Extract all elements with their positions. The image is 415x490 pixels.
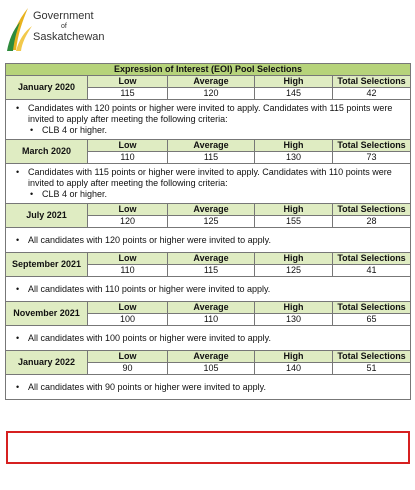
value-cell-low: 90 (88, 363, 168, 375)
value-cell-average: 115 (168, 152, 255, 164)
org-line3: Saskatchewan (33, 31, 105, 43)
table-title: Expression of Interest (EOI) Pool Selections (6, 64, 411, 76)
value-cell-average: 115 (168, 265, 255, 277)
note-text: All candidates with 90 points or higher were invited to apply. (28, 381, 266, 392)
note-row (6, 228, 411, 253)
value-cell-high: 130 (255, 152, 333, 164)
value-cell-total: 65 (333, 314, 411, 326)
value-cell-average: 110 (168, 314, 255, 326)
column-header: Low (88, 351, 168, 363)
value-cell-average: 105 (168, 363, 255, 375)
government-logo (6, 4, 116, 54)
column-header: Average (168, 302, 255, 314)
wheat-icon (6, 4, 34, 54)
column-header: Average (168, 204, 255, 216)
column-header: Total Selections (333, 302, 411, 314)
period-label: July 2021 (6, 204, 88, 228)
column-header: Low (88, 302, 168, 314)
value-cell-low: 110 (88, 265, 168, 277)
header-row (6, 204, 411, 216)
value-cell-total: 51 (333, 363, 411, 375)
value-cell-high: 130 (255, 314, 333, 326)
highlight-box (6, 431, 410, 464)
column-header: Low (88, 204, 168, 216)
value-cell-total: 73 (333, 152, 411, 164)
note-cell (6, 375, 411, 400)
note-cell (6, 277, 411, 302)
period-label: September 2021 (6, 253, 88, 277)
column-header: High (255, 351, 333, 363)
note-cell (6, 100, 411, 140)
table-title-row (6, 64, 411, 76)
column-header: Total Selections (333, 76, 411, 88)
value-cell-total: 42 (333, 88, 411, 100)
note-row (6, 164, 411, 204)
note-row (6, 326, 411, 351)
note-subitem-text: CLB 4 or higher. (42, 125, 108, 135)
bullet-icon: • (16, 103, 20, 113)
header-row (6, 140, 411, 152)
bullet-icon: • (16, 234, 20, 245)
period-label: November 2021 (6, 302, 88, 326)
org-line1: Government (33, 10, 94, 22)
value-cell-high: 155 (255, 216, 333, 228)
value-cell-average: 125 (168, 216, 255, 228)
value-cell-high: 125 (255, 265, 333, 277)
header-row (6, 351, 411, 363)
eoi-table (5, 63, 411, 400)
note-subitem (28, 125, 404, 136)
note-text: Candidates with 115 points or higher were invited to apply. Candidates with 110 points were invited to apply after meeting the following criteria: (28, 167, 392, 188)
note-subitem-text: CLB 4 or higher. (42, 189, 108, 199)
value-cell-low: 110 (88, 152, 168, 164)
column-header: High (255, 253, 333, 265)
table-body (6, 76, 411, 400)
period-label: January 2022 (6, 351, 88, 375)
org-line2: of (61, 23, 67, 30)
note-cell (6, 326, 411, 351)
bullet-icon: • (16, 381, 20, 392)
column-header: Low (88, 140, 168, 152)
note-text: All candidates with 120 points or higher were invited to apply. (28, 234, 271, 245)
note-cell (6, 164, 411, 204)
header-row (6, 253, 411, 265)
column-header: Low (88, 76, 168, 88)
column-header: Average (168, 140, 255, 152)
column-header: High (255, 140, 333, 152)
value-cell-low: 120 (88, 216, 168, 228)
value-cell-low: 100 (88, 314, 168, 326)
note-subitem (28, 189, 404, 200)
bullet-icon: • (16, 167, 20, 177)
bullet-icon: • (30, 189, 34, 199)
note-row (6, 100, 411, 140)
column-header: Total Selections (333, 253, 411, 265)
value-cell-total: 41 (333, 265, 411, 277)
note-row (6, 375, 411, 400)
note-text: All candidates with 110 points or higher were invited to apply. (28, 283, 271, 294)
column-header: Low (88, 253, 168, 265)
column-header: Total Selections (333, 204, 411, 216)
column-header: Total Selections (333, 351, 411, 363)
header-row (6, 76, 411, 88)
bullet-icon: • (30, 125, 34, 135)
value-cell-total: 28 (333, 216, 411, 228)
column-header: Average (168, 76, 255, 88)
note-cell (6, 228, 411, 253)
column-header: Average (168, 351, 255, 363)
note-row (6, 277, 411, 302)
period-label: January 2020 (6, 76, 88, 100)
value-cell-high: 145 (255, 88, 333, 100)
bullet-icon: • (16, 283, 20, 294)
column-header: Total Selections (333, 140, 411, 152)
value-cell-high: 140 (255, 363, 333, 375)
note-text: All candidates with 100 points or higher were invited to apply. (28, 332, 271, 343)
column-header: High (255, 76, 333, 88)
header-row (6, 302, 411, 314)
column-header: Average (168, 253, 255, 265)
value-cell-average: 120 (168, 88, 255, 100)
note-text: Candidates with 120 points or higher were invited to apply. Candidates with 115 points were invited to apply after meeting the following criteria: (28, 103, 393, 124)
value-cell-low: 115 (88, 88, 168, 100)
column-header: High (255, 204, 333, 216)
column-header: High (255, 302, 333, 314)
period-label: March 2020 (6, 140, 88, 164)
bullet-icon: • (16, 332, 20, 343)
